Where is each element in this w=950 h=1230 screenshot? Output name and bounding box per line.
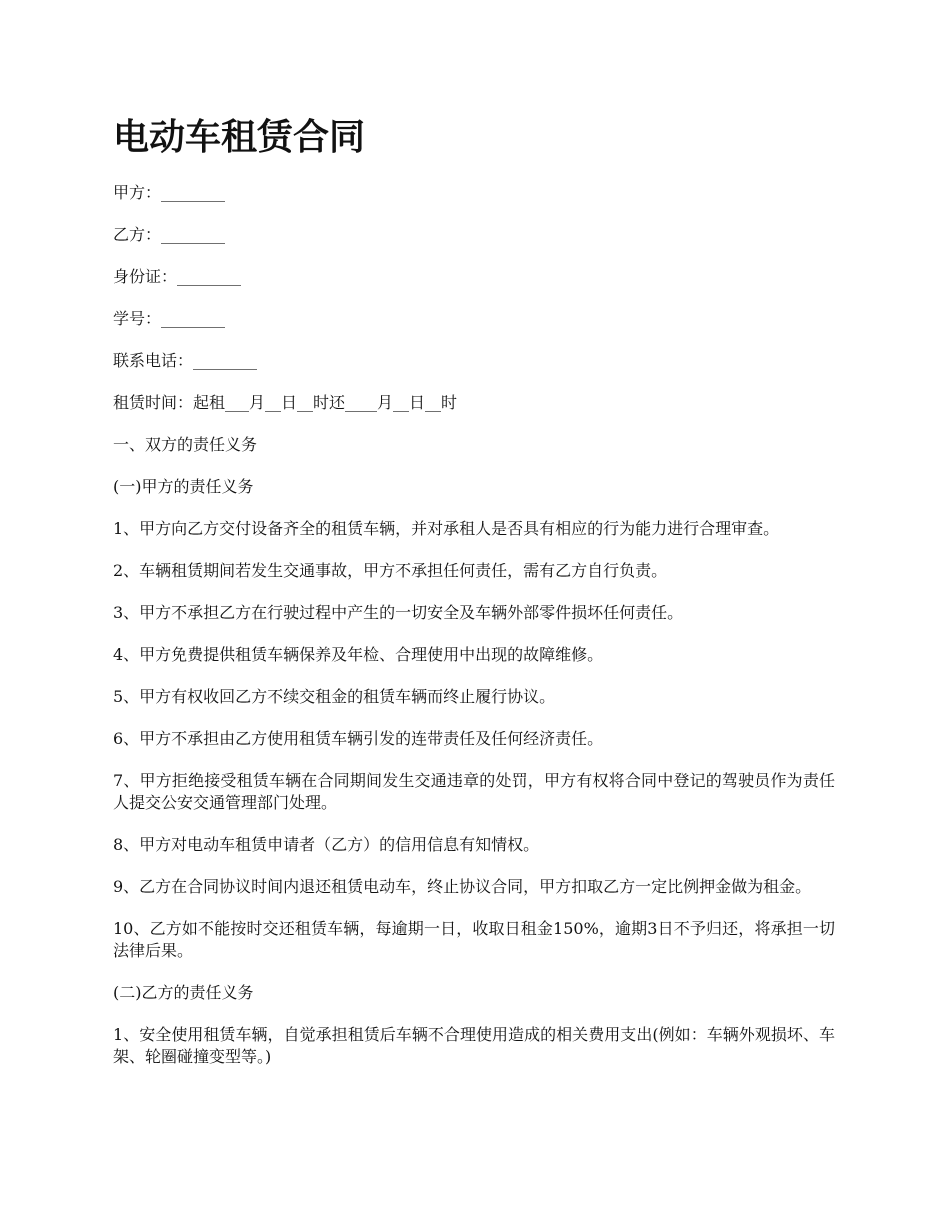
party-a-duty-item: 5、甲方有权收回乙方不续交租金的租赁车辆而终止履行协议。 (113, 687, 556, 706)
party-a-duty-item: 7、甲方拒绝接受租赁车辆在合同期间发生交通违章的处罚，甲方有权将合同中登记的驾驶员作为责任人提交公安交通管理部门处理。 (113, 771, 835, 812)
phone-field: 联系电话：________ (113, 351, 258, 370)
party-b-duties-list (113, 1024, 835, 1068)
party-a-duty-item: 9、乙方在合同协议时间内退还租赁电动车，终止协议合同，甲方扣取乙方一定比例押金做为租金。 (113, 877, 812, 896)
party-a-duties-heading: (一)甲方的责任义务 (113, 477, 254, 496)
party-a-duty-item: 4、甲方免费提供租赁车辆保养及年检、合理使用中出现的故障维修。 (113, 645, 604, 664)
rental-time-field: 租赁时间：起租___月__日__时还____月__日__时 (113, 393, 458, 412)
party-a-duty-item: 8、甲方对电动车租赁申请者（乙方）的信用信息有知情权。 (113, 835, 540, 854)
party-a-duty-item: 6、甲方不承担由乙方使用租赁车辆引发的连带责任及任何经济责任。 (113, 729, 604, 748)
student-number-field: 学号：________ (113, 309, 226, 328)
section-heading: 一、双方的责任义务 (113, 435, 258, 454)
party-b-duties-heading: (二)乙方的责任义务 (113, 983, 254, 1002)
party-a-duty-item: 1、甲方向乙方交付设备齐全的租赁车辆，并对承租人是否具有相应的行为能力进行合理审查。 (113, 519, 780, 538)
party-a-duties-list (113, 518, 835, 962)
party-b-duty-item: 1、安全使用租赁车辆，自觉承担租赁后车辆不合理使用造成的相关费用支出(例如：车辆外观损坏、车架、轮圈碰撞变型等。) (113, 1025, 835, 1066)
party-a-duty-item: 2、车辆租赁期间若发生交通事故，甲方不承担任何责任，需有乙方自行负责。 (113, 561, 668, 580)
document-content (113, 112, 835, 1088)
party-a-duty-item: 10、乙方如不能按时交还租赁车辆，每逾期一日，收取日租金150%，逾期3日不予归还，将承担一切法律后果。 (113, 919, 835, 960)
contract-fields (113, 182, 835, 414)
party-a-duty-item: 3、甲方不承担乙方在行驶过程中产生的一切安全及车辆外部零件损坏任何责任。 (113, 603, 684, 622)
id-card-field: 身份证：________ (113, 267, 242, 286)
party-b-field: 乙方：________ (113, 225, 226, 244)
party-a-field: 甲方：________ (113, 183, 226, 202)
document-title: 电动车租赁合同 (113, 116, 366, 158)
